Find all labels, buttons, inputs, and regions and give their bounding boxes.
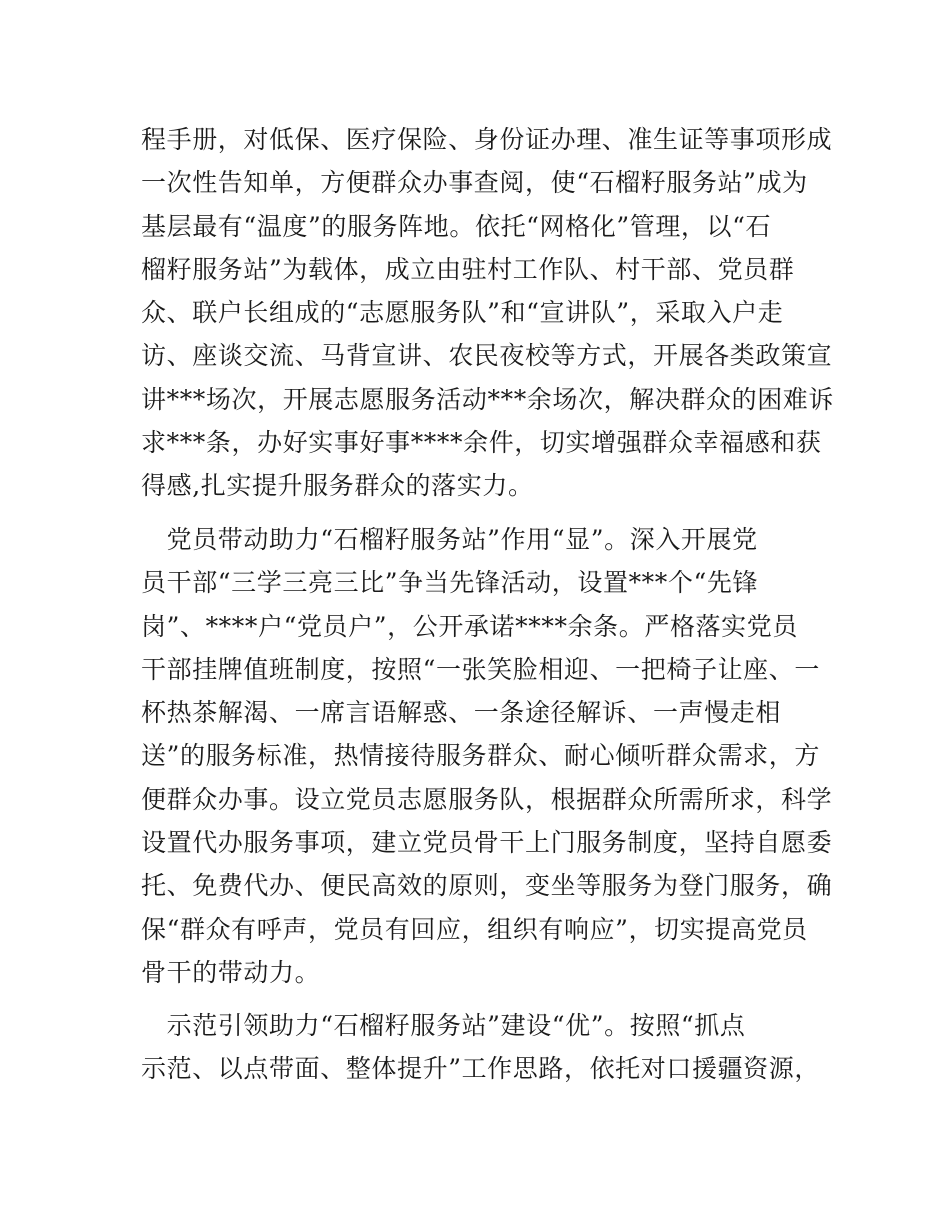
text-line: 托、免费代办、便民高效的原则，变坐等服务为登门服务，确 xyxy=(141,871,833,901)
text-line: 众、联户长组成的“志愿服务队”和“宣讲队”，采取入户走 xyxy=(141,298,784,328)
text-line: 杯热茶解渴、一席言语解惑、一条途径解诉、一声慢走相 xyxy=(141,698,782,728)
text-line: 骨干的带动力。 xyxy=(141,957,321,987)
text-line: 一次性告知单，方便群众办事查阅，使“石榴籽服务站”成为 xyxy=(141,168,808,198)
text-line: 求***条，办好实事好事****余件，切实增强群众幸福感和获 xyxy=(141,428,822,458)
text-line: 访、座谈交流、马背宣讲、农民夜校等方式，开展各类政策宣 xyxy=(141,341,833,371)
text-line: 榴籽服务站”为载体，成立由驻村工作队、村干部、党员群 xyxy=(141,254,795,284)
text-line: 岗”、****户“党员户”，公开承诺****余条。严格落实党员 xyxy=(141,611,798,641)
text-line: 党员带动助力“石榴籽服务站”作用“显”。深入开展党 xyxy=(141,525,758,554)
text-line: 送”的服务标准，热情接待服务群众、耐心倾听群众需求，方 xyxy=(141,741,820,771)
text-line: 员干部“三学三亮三比”争当先锋活动，设置***个“先锋 xyxy=(141,568,759,598)
text-line: 示范、以点带面、整体提升”工作思路，依托对口援疆资源， xyxy=(141,1054,820,1084)
paragraph-3 xyxy=(141,1004,821,1091)
text-line: 设置代办服务事项，建立党员骨干上门服务制度，坚持自愿委 xyxy=(141,828,833,858)
text-line: 保“群众有呼声，党员有回应，组织有响应”，切实提高党员 xyxy=(141,914,808,944)
text-line: 便群众办事。设立党员志愿服务队，根据群众所需所求，科学 xyxy=(141,784,833,814)
text-line: 干部挂牌值班制度，按照“一张笑脸相迎、一把椅子让座、一 xyxy=(141,654,820,684)
paragraph-2 xyxy=(141,518,833,994)
text-line: 示范引领助力“石榴籽服务站”建设“优”。按照“抓点 xyxy=(141,1011,746,1040)
text-line: 得感,扎实提升服务群众的落实力。 xyxy=(141,471,534,501)
paragraph-1 xyxy=(141,118,835,508)
text-line: 讲***场次，开展志愿服务活动***余场次，解决群众的困难诉 xyxy=(141,384,835,414)
text-line: 程手册，对低保、医疗保险、身份证办理、准生证等事项形成 xyxy=(141,125,833,154)
text-line: 基层最有“温度”的服务阵地。依托“网格化”管理，以“石 xyxy=(141,211,772,241)
